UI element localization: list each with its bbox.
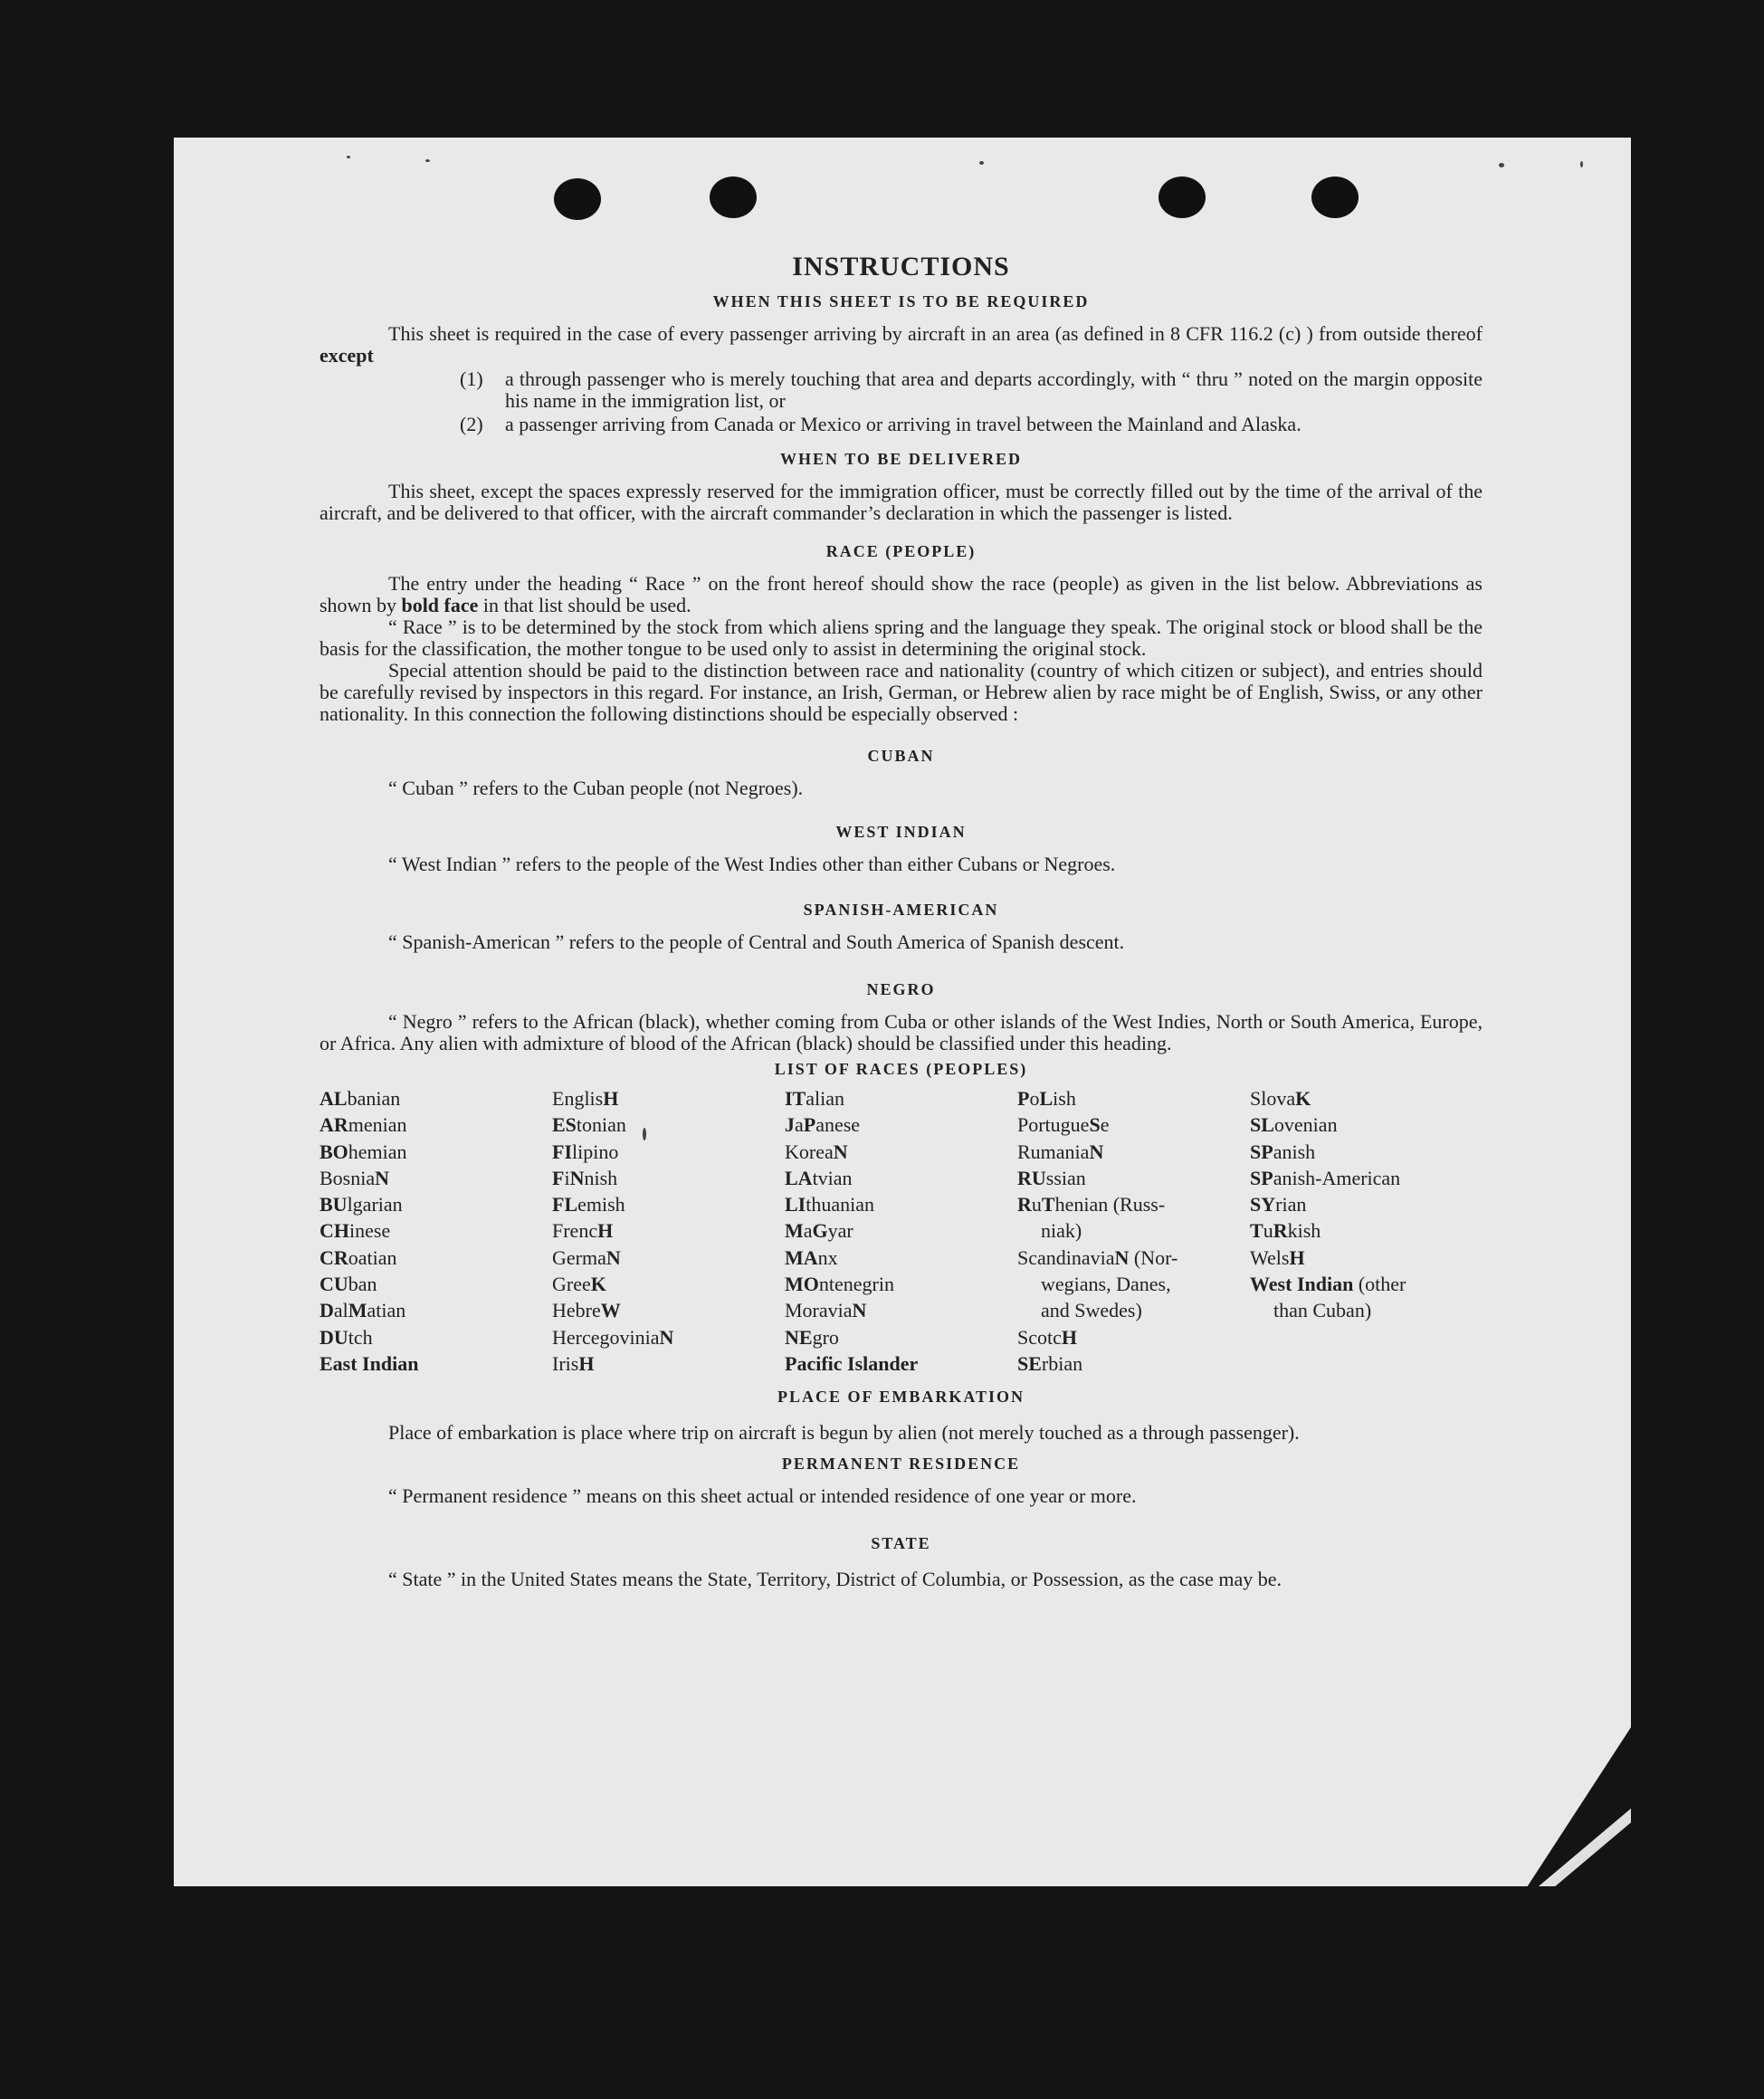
punch-hole [710, 177, 757, 218]
race-entry [552, 1297, 785, 1323]
race-entry [785, 1271, 1017, 1297]
race-entry-segment: Frenc [552, 1219, 598, 1243]
race-entry-segment: lipino [572, 1140, 619, 1163]
race-entry-segment: BU [319, 1193, 348, 1216]
punch-hole [1311, 177, 1359, 218]
race-entry-segment: J [785, 1113, 795, 1137]
race-entry-segment: R [1017, 1193, 1032, 1216]
race-entry-segment: LA [785, 1166, 813, 1189]
section-heading-permanent-residence: PERMANENT RESIDENCE [781, 1455, 1021, 1474]
exception-item: (1) a through passenger who is merely touching that area and departs accordingly, with “ thru ” noted on the margin opposite his name in the immigration list, or [460, 367, 1483, 412]
race-entry-segment: K [1295, 1087, 1311, 1110]
race-entry-segment: East Indian [319, 1351, 419, 1375]
race-entry-segment: Germa [552, 1245, 606, 1269]
race-entry [552, 1165, 785, 1191]
race-entry-segment: D [319, 1299, 334, 1322]
race-entry-segment: alian [806, 1087, 845, 1110]
race-entry-segment: rbian [1041, 1351, 1083, 1375]
race-entry-segment: NE [785, 1325, 813, 1349]
race-entry-segment: SE [1017, 1351, 1042, 1375]
race-entry-segment: a [795, 1113, 804, 1137]
race-entry-segment: RU [1017, 1166, 1046, 1189]
race-entry-segment: u [1263, 1219, 1273, 1243]
race-entry [552, 1324, 785, 1350]
race-entry-segment: CR [319, 1245, 348, 1269]
race-entry-segment: N [1114, 1245, 1130, 1269]
race-entry [319, 1245, 552, 1271]
speck [979, 161, 984, 165]
speck [347, 156, 350, 158]
race-entry [1250, 1191, 1483, 1217]
spanish-american-text: “ Spanish-American ” refers to the people of Central and South America of Spanish descent. [388, 930, 1125, 953]
race-entry [785, 1139, 1017, 1165]
race-entry-segment: yar [827, 1219, 853, 1243]
race-entry [1017, 1324, 1250, 1350]
races-column [1017, 1085, 1250, 1377]
document-body [319, 249, 1483, 1594]
race-entry [319, 1085, 552, 1112]
race-entry [319, 1350, 552, 1377]
race-entry-segment: nish [584, 1166, 618, 1189]
section-heading-state: STATE [871, 1534, 931, 1553]
section-heading-embarkation: PLACE OF EMBARKATION [777, 1388, 1025, 1407]
race-entry-segment: K [590, 1273, 606, 1296]
race-entry-segment: rian [1275, 1193, 1307, 1216]
section-heading-spanish-american: SPANISH-AMERICAN [803, 901, 999, 919]
race-entry [785, 1297, 1017, 1323]
race-entry-segment: Iris [552, 1351, 579, 1375]
race-entry [319, 1112, 552, 1138]
race-entry-segment: BO [319, 1140, 348, 1163]
race-entry-segment: FI [552, 1140, 572, 1163]
race-entry [1017, 1350, 1250, 1377]
races-column [552, 1085, 785, 1377]
race-entry-segment: CU [319, 1273, 348, 1296]
race-entry [1017, 1271, 1250, 1297]
race-entry-segment: and Swedes) [1041, 1299, 1142, 1322]
race-entry-segment: M [785, 1219, 804, 1243]
race-entry-segment: lgarian [347, 1193, 403, 1216]
section-heading-cuban: CUBAN [867, 747, 935, 765]
exception-item: (2) a passenger arriving from Canada or Mexico or arriving in travel between the Mainland and Alaska. [460, 413, 1302, 435]
race-entry-segment: kish [1287, 1219, 1321, 1243]
race-entry [785, 1350, 1017, 1377]
race-entry-segment: e [1100, 1113, 1110, 1137]
race-entry [1250, 1139, 1483, 1165]
race-entry-segment: DU [319, 1325, 348, 1349]
race-entry-segment: L [1039, 1087, 1054, 1110]
race-entry [1017, 1112, 1250, 1138]
embarkation-text: Place of embarkation is place where trip on aircraft is begun by alien (not merely touched as a through passenger). [388, 1421, 1300, 1445]
race-entry [319, 1297, 552, 1323]
section-heading-when-required: WHEN THIS SHEET IS TO BE REQUIRED [712, 292, 1090, 310]
race-entry [552, 1191, 785, 1217]
race-entry [552, 1217, 785, 1244]
speck [425, 159, 430, 162]
permanent-residence-text: “ Permanent residence ” means on this sheet actual or intended residence of one year or more. [388, 1484, 1137, 1508]
race-entry [319, 1324, 552, 1350]
race-entry-segment: R [1273, 1219, 1288, 1243]
race-entry-segment: N [1089, 1140, 1104, 1163]
race-entry-segment: i [564, 1166, 570, 1189]
race-entry-segment: than Cuban) [1273, 1299, 1372, 1322]
races-column [1250, 1085, 1483, 1377]
races-column [785, 1085, 1017, 1377]
race-entry [552, 1112, 785, 1138]
race-entry-segment: o [1029, 1087, 1040, 1110]
race-entry-segment: tvian [812, 1166, 853, 1189]
race-entry [1017, 1217, 1250, 1244]
race-entry [1250, 1165, 1483, 1191]
race-entry [552, 1085, 785, 1112]
race-entry-segment: FL [552, 1193, 578, 1216]
race-entry-segment: Slova [1250, 1087, 1296, 1110]
race-entry [785, 1191, 1017, 1217]
race-entry-segment: SP [1250, 1166, 1273, 1189]
race-entry-segment: Hebre [552, 1299, 601, 1322]
race-entry-segment: Scotc [1017, 1325, 1062, 1349]
race-entry-segment: Hercegovinia [552, 1325, 660, 1349]
race-entry-segment: (other [1353, 1273, 1406, 1296]
race-entry-segment: anish-American [1273, 1166, 1401, 1189]
race-entry-segment: Scandinavia [1017, 1245, 1115, 1269]
race-entry-segment: hemian [348, 1140, 407, 1163]
race-entry-segment: P [803, 1113, 816, 1137]
race-entry-segment: banian [347, 1087, 401, 1110]
race-entry [319, 1165, 552, 1191]
race-entry [1250, 1297, 1483, 1323]
race-entry-segment: tch [348, 1325, 373, 1349]
race-entry [785, 1165, 1017, 1191]
race-entry-segment: (Nor- [1129, 1245, 1178, 1269]
race-entry-segment: al [333, 1299, 348, 1322]
race-entry-segment: N [605, 1245, 621, 1269]
race-entry [785, 1085, 1017, 1112]
race-entry-segment: niak) [1041, 1219, 1082, 1243]
when-required-text: This sheet is required in the case of every passenger arriving by aircraft in an area (as defined in 8 CFR 116.2 (c) ) from outside thereof except [319, 322, 1483, 367]
race-entry-segment: P [1017, 1087, 1030, 1110]
race-entry [1017, 1165, 1250, 1191]
race-entry [1250, 1245, 1483, 1271]
race-entry-segment: H [1061, 1325, 1078, 1349]
race-entry-segment: menian [348, 1113, 407, 1137]
race-entry [785, 1217, 1017, 1244]
race-entry [1017, 1297, 1250, 1323]
race-entry [1017, 1139, 1250, 1165]
race-entry-segment: W [600, 1299, 621, 1322]
race-entry-segment: H [578, 1351, 595, 1375]
race-entry-segment: ssian [1045, 1166, 1086, 1189]
race-entry-segment: H [597, 1219, 614, 1243]
race-entry [319, 1139, 552, 1165]
race-entry-segment: Bosnia [319, 1166, 376, 1189]
races-column [319, 1085, 552, 1377]
race-entry [1250, 1217, 1483, 1244]
race-entry-segment: SY [1250, 1193, 1276, 1216]
punch-hole [554, 178, 601, 220]
race-entry-segment: G [812, 1219, 828, 1243]
race-entry-segment: MO [785, 1273, 819, 1296]
cuban-text: “ Cuban ” refers to the Cuban people (not Negroes). [388, 777, 804, 799]
race-entry-segment: ES [552, 1113, 577, 1137]
race-entry [552, 1271, 785, 1297]
race-entry-segment: oatian [348, 1245, 397, 1269]
race-entry [552, 1139, 785, 1165]
race-entry-segment: Moravia [785, 1299, 853, 1322]
race-entry-segment: a [803, 1219, 813, 1243]
race-entry [1250, 1271, 1483, 1297]
race-entry-segment: MA [785, 1245, 818, 1269]
race-entry-segment: Portugue [1017, 1113, 1090, 1137]
west-indian-text: “ West Indian ” refers to the people of the West Indies other than either Cubans or Negroes. [388, 853, 1116, 875]
race-entry-segment: ovenian [1273, 1113, 1338, 1137]
race-entry-segment: tonian [576, 1113, 626, 1137]
race-entry-segment: AR [319, 1113, 348, 1137]
race-entry-segment: N [852, 1299, 867, 1322]
race-entry [1250, 1085, 1483, 1112]
race-entry-segment: gro [812, 1325, 839, 1349]
race-entry-segment: Korea [785, 1140, 834, 1163]
punch-hole [1159, 177, 1206, 218]
race-entry [785, 1112, 1017, 1138]
race-entry-segment: nx [817, 1245, 838, 1269]
race-entry-segment: N [375, 1166, 390, 1189]
race-entry-segment: inese [349, 1219, 391, 1243]
section-heading-negro: NEGRO [866, 980, 936, 998]
page-title: INSTRUCTIONS [792, 252, 1010, 281]
section-heading-west-indian: WEST INDIAN [835, 823, 967, 841]
race-entry [319, 1217, 552, 1244]
race-entry-segment: ntenegrin [818, 1273, 894, 1296]
race-entry-segment: anese [815, 1113, 861, 1137]
race-entry-segment: wegians, Danes, [1041, 1273, 1171, 1296]
race-entry-segment: Englis [552, 1087, 604, 1110]
race-entry-segment: T [1041, 1193, 1055, 1216]
speck [1580, 161, 1583, 167]
race-entry-segment: H [603, 1087, 619, 1110]
race-entry-segment: N [569, 1166, 585, 1189]
race-entry [1250, 1112, 1483, 1138]
state-text: “ State ” in the United States means the State, Territory, District of Columbia, or Possession, as the case may be. [388, 1568, 1282, 1591]
speck [1499, 163, 1504, 167]
race-entry [552, 1350, 785, 1377]
race-entry [785, 1245, 1017, 1271]
race-entry-segment: henian (Russ- [1054, 1193, 1166, 1216]
race-entry-segment: M [348, 1299, 367, 1322]
negro-text: “ Negro ” refers to the African (black), whether coming from Cuba or other islands of the West Indies, North or South America, Europe, or Africa. Any alien with admixture of blood of the African (black) should be classified under this heading. [319, 1010, 1483, 1054]
race-entry-segment: emish [577, 1193, 625, 1216]
race-entry-segment: N [833, 1140, 848, 1163]
race-entry-segment: F [552, 1166, 565, 1189]
race-entry-segment: anish [1273, 1140, 1316, 1163]
race-entry-segment: T [1250, 1219, 1263, 1243]
race-entry-segment: u [1031, 1193, 1042, 1216]
race-entry-segment: Pacific Islander [785, 1351, 919, 1375]
race-entry-segment: SP [1250, 1140, 1273, 1163]
race-entry-segment: Rumania [1017, 1140, 1090, 1163]
race-entry-segment: ish [1053, 1087, 1076, 1110]
race-entry-segment: H [1289, 1245, 1305, 1269]
race-entry [785, 1324, 1017, 1350]
race-entry-segment: SL [1250, 1113, 1274, 1137]
races-list [319, 1085, 1483, 1377]
race-entry-segment: atian [367, 1299, 406, 1322]
race-entry-segment: LI [785, 1193, 806, 1216]
race-entry [1017, 1191, 1250, 1217]
race-entry-segment: West Indian [1250, 1273, 1354, 1296]
race-entry-segment: CH [319, 1219, 349, 1243]
race-entry [319, 1271, 552, 1297]
race-entry-segment: ban [348, 1273, 377, 1296]
race-entry [1017, 1085, 1250, 1112]
race-entry-segment: S [1089, 1113, 1101, 1137]
race-entry-segment: Wels [1250, 1245, 1290, 1269]
race-entry-segment: IT [785, 1087, 806, 1110]
race-entry-segment: AL [319, 1087, 348, 1110]
section-heading-list-of-races: LIST OF RACES (PEOPLES) [774, 1060, 1028, 1078]
section-heading-when-delivered: WHEN TO BE DELIVERED [780, 450, 1022, 468]
race-paragraph: Special attention should be paid to the distinction between race and nationality (country of which citizen or subject), and entries should be carefully revised by inspectors in this regard. For instance, an Irish, German, or Hebrew alien by race might be of English, Swiss, or any other nationality. In this connection the following distinctions should be especially observed : [319, 659, 1483, 725]
section-heading-race: RACE (PEOPLE) [825, 542, 977, 560]
race-entry-segment: N [659, 1325, 674, 1349]
race-entry [319, 1191, 552, 1217]
race-entry [1017, 1245, 1250, 1271]
race-entry [552, 1245, 785, 1271]
race-entry-segment: thuanian [806, 1193, 875, 1216]
when-delivered-text: This sheet, except the spaces expressly reserved for the immigration officer, must be correctly filled out by the time of the arrival of the aircraft, and be delivered to that officer, with the aircraft commander’s declaration in which the passenger is listed. [319, 480, 1483, 524]
race-paragraph: “ Race ” is to be determined by the stock from which aliens spring and the language they speak. The original stock or blood shall be the basis for the classification, the mother tongue to be used only to assist in determining the original stock. [319, 615, 1483, 660]
race-paragraph: The entry under the heading “ Race ” on the front hereof should show the race (people) as given in the list below. Abbreviations as shown by bold face in that list should be used. [319, 572, 1483, 616]
race-entry-segment: Gree [552, 1273, 591, 1296]
